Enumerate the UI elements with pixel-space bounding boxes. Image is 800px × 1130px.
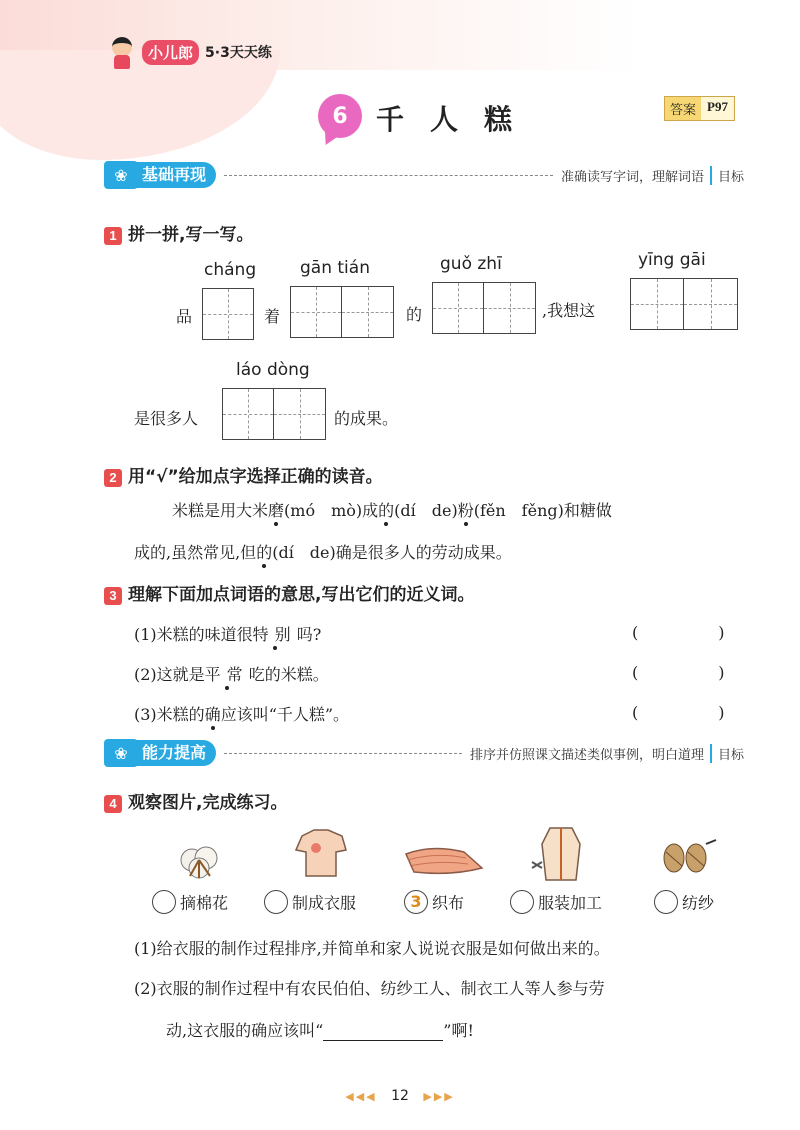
section-desc: 排序并仿照课文描述类似事例，明白道理	[469, 747, 704, 763]
divider	[224, 753, 462, 754]
question-text: 拼一拼,写一写。	[128, 225, 254, 245]
step-label: 摘棉花	[180, 893, 229, 913]
cotton-boll-icon	[172, 838, 228, 882]
pinyin: guǒ zhī	[440, 254, 502, 274]
text: ,我想这	[542, 301, 596, 320]
right-arrows-icon: ▶▶▶	[423, 1090, 455, 1103]
order-circle[interactable]	[152, 890, 176, 914]
section-goal: 目标	[710, 744, 744, 763]
question-number: 1	[104, 227, 122, 245]
section-title: 能力提高	[136, 740, 216, 766]
step-label: 织布	[432, 893, 465, 913]
section-goal: 目标	[710, 166, 744, 185]
section-title: 基础再现	[136, 162, 216, 188]
dotted-char: 的	[256, 543, 273, 562]
step-label: 制成衣服	[292, 893, 357, 913]
answer-blank[interactable]	[323, 1022, 443, 1041]
section-desc: 准确读写字词，理解词语	[560, 169, 704, 185]
pinyin-choice[interactable]: (dí de)确是很多人的劳动成果。	[272, 543, 512, 562]
order-circle[interactable]	[264, 890, 288, 914]
q4-sub-2-line-2	[166, 1018, 474, 1041]
dotted-char: 粉	[457, 501, 474, 520]
pinyin: láo dòng	[236, 360, 310, 380]
text: 吃的米糕。	[248, 665, 329, 684]
text: (2)这就是	[134, 665, 205, 684]
section-header-basic	[104, 160, 744, 190]
q3-item	[134, 702, 349, 725]
cloth-roll-icon	[402, 840, 488, 880]
book-icon: ❀	[104, 739, 138, 767]
question-text: 理解下面加点词语的意思,写出它们的近义词。	[128, 585, 475, 605]
text: 是很多人	[134, 409, 199, 428]
step-item	[654, 890, 714, 914]
text: 的	[406, 305, 423, 324]
pinyin-choice[interactable]: (mó mò)成	[284, 501, 379, 520]
writing-grid[interactable]	[222, 388, 326, 440]
step-item	[152, 890, 228, 914]
pinyin-choice[interactable]: (fěn fěng)和糖做	[473, 501, 612, 520]
dotted-char: 磨	[268, 501, 285, 520]
text: 成的,虽然常见,但	[134, 543, 257, 562]
step-item	[404, 890, 464, 914]
answer-paren[interactable]: ( )	[632, 663, 725, 682]
pinyin: cháng	[204, 260, 257, 280]
step-label: 服装加工	[538, 893, 603, 913]
question-number: 2	[104, 469, 122, 487]
brand	[108, 36, 272, 68]
tailoring-icon	[530, 824, 592, 884]
left-arrows-icon: ◀◀◀	[345, 1090, 377, 1103]
pinyin: yīng gāi	[638, 250, 706, 270]
step-item	[264, 890, 356, 914]
boy-mascot-icon	[108, 35, 136, 69]
dotted-char: 的	[378, 501, 395, 520]
divider	[224, 175, 553, 176]
q4-sub-2-line-1: (2)衣服的制作过程中有农民伯伯、纺纱工人、制衣工人等人参与劳	[134, 979, 605, 998]
answer-paren[interactable]: ( )	[632, 623, 725, 642]
text: 应该叫“千人糕”。	[220, 705, 350, 724]
answer-paren[interactable]: ( )	[632, 703, 725, 722]
page-footer	[0, 1088, 800, 1104]
question-text: 观察图片,完成练习。	[128, 793, 288, 813]
question-2-prompt	[104, 462, 383, 487]
pinyin-choice[interactable]: (dí de)	[394, 501, 458, 520]
lesson-number-badge: 6	[318, 94, 362, 138]
step-item	[510, 890, 602, 914]
text: (1)米糕的味道很	[134, 625, 253, 644]
section-header-ability	[104, 738, 744, 768]
text: (3)米糕的	[134, 705, 205, 724]
page-number: 12	[391, 1088, 409, 1104]
q2-line-2	[134, 540, 512, 563]
question-4-prompt	[104, 788, 287, 813]
text: 吗?	[296, 625, 322, 644]
dotted-word: 平常	[204, 665, 249, 684]
order-circle[interactable]: 3	[404, 890, 428, 914]
dotted-word: 特别	[252, 625, 297, 644]
question-3-prompt	[104, 580, 474, 605]
writing-grid[interactable]	[630, 278, 738, 330]
pinyin: gān tián	[300, 258, 370, 278]
dotted-word: 确	[204, 705, 221, 724]
step-label: 纺纱	[682, 893, 715, 913]
question-number: 4	[104, 795, 122, 813]
text: 品	[176, 307, 193, 326]
clothes-icon	[292, 826, 350, 882]
answer-tag	[664, 96, 735, 121]
question-number: 3	[104, 587, 122, 605]
writing-grid[interactable]	[432, 282, 536, 334]
brand-name: 小儿郎	[142, 40, 199, 65]
writing-grid[interactable]	[202, 288, 254, 340]
text: 的成果。	[334, 409, 399, 428]
answer-label: 答案	[665, 97, 701, 120]
text: 米糕是用大米	[172, 501, 269, 520]
text: 着	[264, 307, 281, 326]
order-circle[interactable]	[510, 890, 534, 914]
answer-page: P97	[701, 97, 734, 120]
question-1-prompt	[104, 220, 253, 245]
q3-item	[134, 622, 321, 645]
yarn-spool-icon	[656, 836, 718, 880]
book-icon: ❀	[104, 161, 138, 189]
text: 动,这衣服的确应该叫“	[166, 1021, 324, 1040]
brand-series: 5·3天天练	[205, 45, 272, 61]
order-circle[interactable]	[654, 890, 678, 914]
q3-item	[134, 662, 329, 685]
lesson-title: 千人糕	[376, 103, 539, 136]
q2-line-1	[172, 498, 612, 521]
question-text: 用“√”给加点字选择正确的读音。	[128, 467, 383, 487]
text: ”啊!	[443, 1021, 474, 1040]
q4-sub-1: (1)给衣服的制作过程排序,并简单和家人说说衣服是如何做出来的。	[134, 939, 610, 958]
writing-grid[interactable]	[290, 286, 394, 338]
